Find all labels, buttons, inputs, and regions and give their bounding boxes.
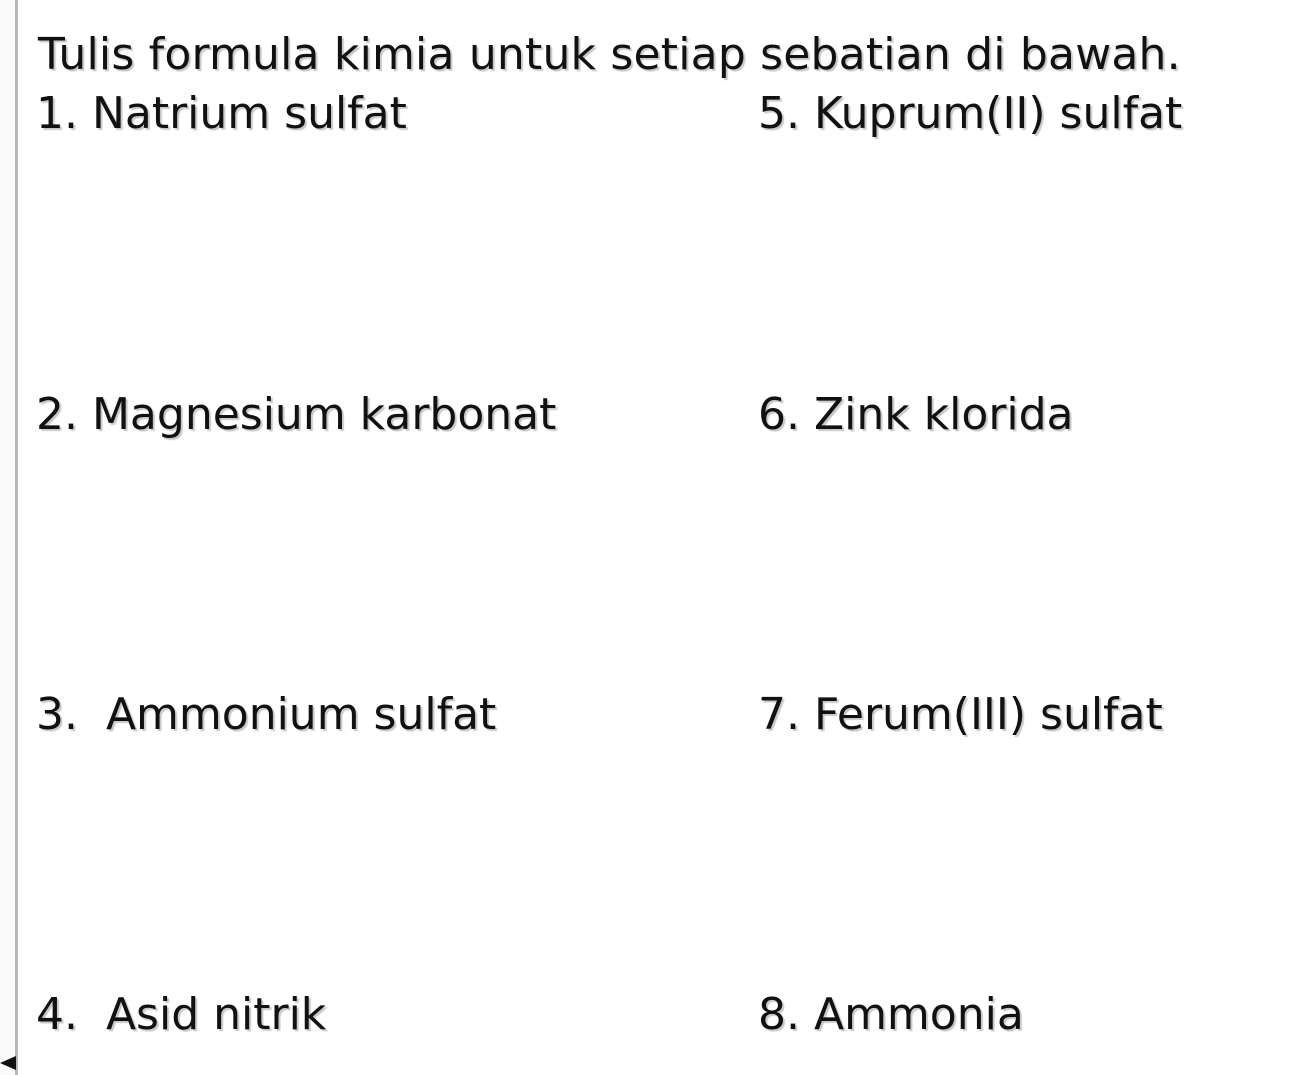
left-border-line <box>15 0 18 1075</box>
instruction-heading: Tulis formula kimia untuk setiap sebatian di bawah. <box>38 29 1181 80</box>
compound-item-4: 4. Asid nitrik <box>36 989 327 1040</box>
compound-item-7: 7. Ferum(III) sulfat <box>758 689 1163 740</box>
compound-item-5: 5. Kuprum(II) sulfat <box>758 88 1183 139</box>
compound-item-1: 1. Natrium sulfat <box>36 88 407 139</box>
compound-item-3: 3. Ammonium sulfat <box>36 689 497 740</box>
compound-item-6: 6. Zink klorida <box>758 389 1074 440</box>
compound-item-8: 8. Ammonia <box>758 989 1024 1040</box>
left-margin <box>0 0 15 1075</box>
arrow-left-icon <box>0 1056 16 1070</box>
compound-item-2: 2. Magnesium karbonat <box>36 389 557 440</box>
